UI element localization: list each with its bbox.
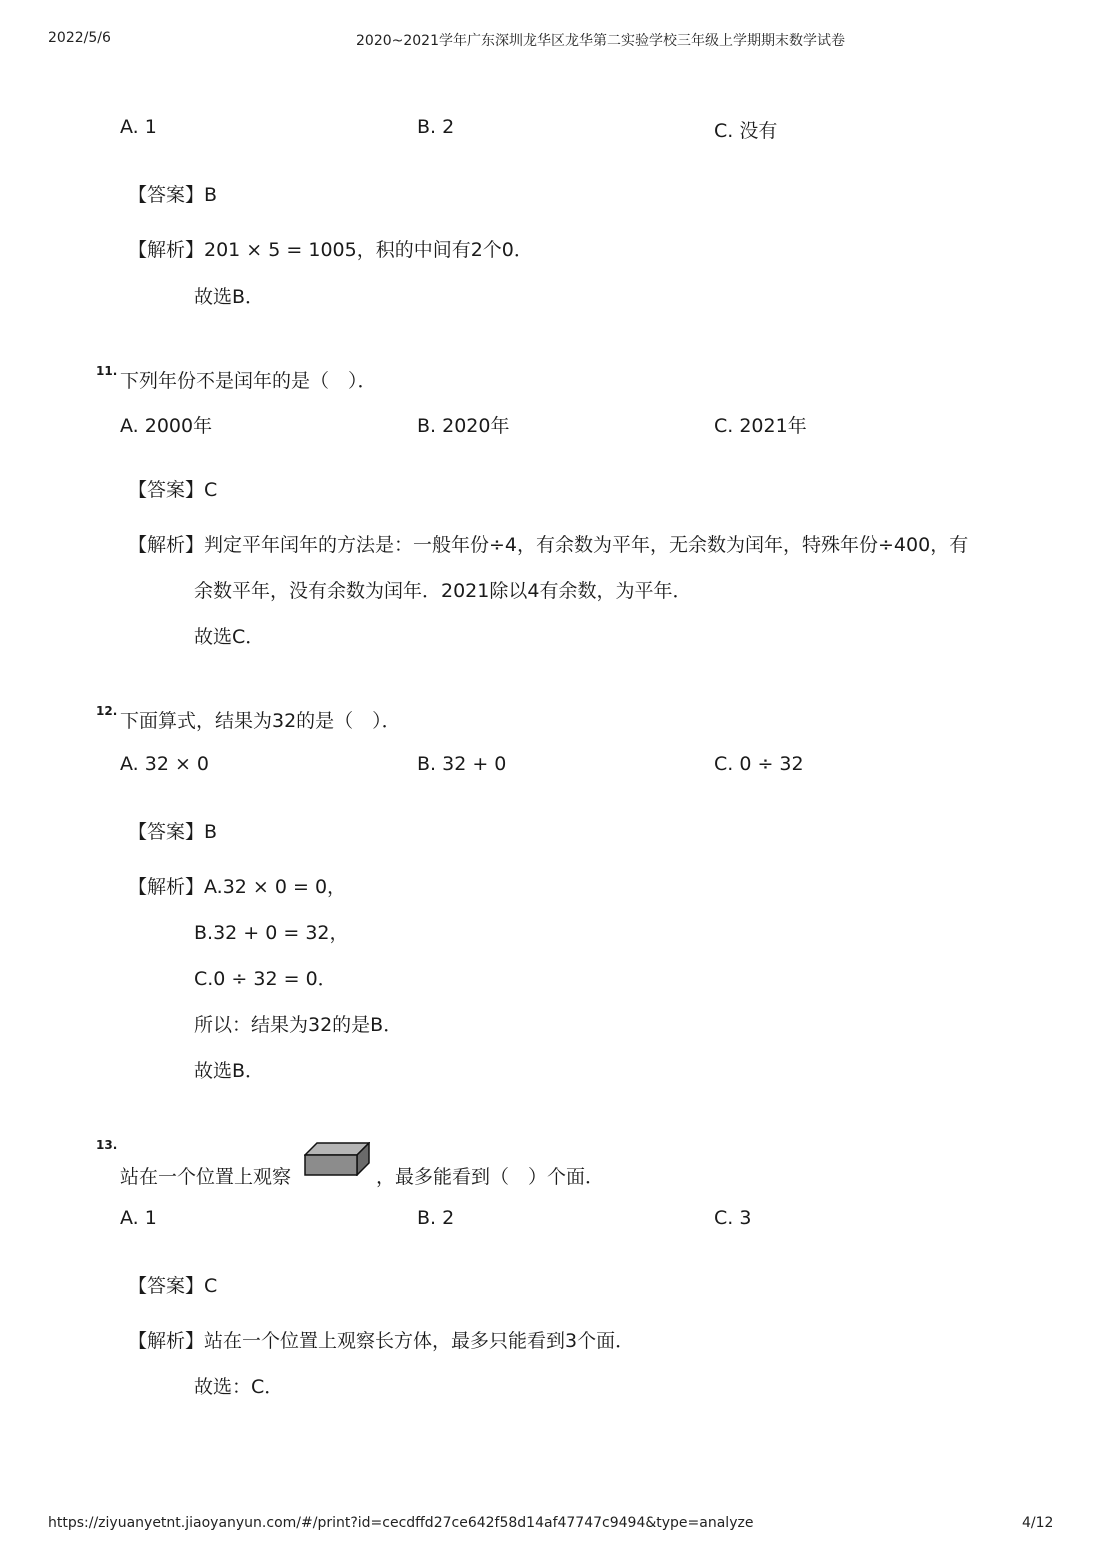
q12-analysis-line: 所以：结果为32的是B． xyxy=(194,1014,403,1036)
q12-analysis-line: 故选B． xyxy=(194,1060,265,1082)
q13-option-b: B. 2 xyxy=(417,1207,455,1229)
footer-url: https://ziyuanyetnt.jiaoyanyun.com/#/print?id=cecdffd27ce642f58d14af47747c9494&type=analyze xyxy=(48,1515,754,1531)
question-number: 13. xyxy=(96,1138,118,1152)
question-number: 11. xyxy=(96,364,118,378)
q10-analysis-line: 故选B． xyxy=(194,286,265,308)
q11-answer: 【答案】C xyxy=(128,479,218,501)
q11-option-c: C. 2021年 xyxy=(714,415,807,437)
q10-answer: 【答案】B xyxy=(128,184,218,206)
q13-option-a: A. 1 xyxy=(120,1207,157,1229)
page-number: 4/12 xyxy=(1022,1515,1054,1531)
cuboid-figure xyxy=(304,1142,370,1176)
q12-option-c: C. 0 ÷ 32 xyxy=(714,753,804,775)
q11-analysis-line: 故选C． xyxy=(194,626,265,648)
q13-stem-before: 站在一个位置上观察 xyxy=(120,1166,292,1188)
q13-analysis-line: 故选：C． xyxy=(194,1376,284,1398)
q10-option-c: C. 没有 xyxy=(714,120,778,142)
q11-stem: 下列年份不是闰年的是（ ）． xyxy=(120,370,377,392)
q11-option-b: B. 2020年 xyxy=(417,415,510,437)
q13-option-c: C. 3 xyxy=(714,1207,752,1229)
q12-stem: 下面算式，结果为32的是（ ）． xyxy=(120,710,401,732)
q11-analysis-line: 余数平年，没有余数为闰年．2021除以4有余数，为平年． xyxy=(194,580,692,602)
q11-option-a: A. 2000年 xyxy=(120,415,213,437)
q11-analysis-line: 【解析】判定平年闰年的方法是：一般年份÷4，有余数为平年，无余数为闰年，特殊年份÷400，有 xyxy=(128,534,969,556)
q13-stem-after: ，最多能看到（ ）个面． xyxy=(376,1166,605,1188)
q12-analysis-line: 【解析】A.32 × 0 = 0， xyxy=(128,876,347,898)
q13-analysis-line: 【解析】站在一个位置上观察长方体，最多只能看到3个面． xyxy=(128,1330,635,1352)
q12-analysis-line: B.32 + 0 = 32， xyxy=(194,922,349,944)
q12-option-a: A. 32 × 0 xyxy=(120,753,210,775)
q12-answer: 【答案】B xyxy=(128,821,218,843)
question-number: 12. xyxy=(96,704,118,718)
q10-option-b: B. 2 xyxy=(417,116,455,138)
q10-analysis-line: 【解析】201 × 5 = 1005，积的中间有2个0． xyxy=(128,239,533,261)
q12-analysis-line: C.0 ÷ 32 = 0． xyxy=(194,968,337,990)
print-date: 2022/5/6 xyxy=(48,30,111,46)
document-title: 2020~2021学年广东深圳龙华区龙华第二实验学校三年级上学期期末数学试卷 xyxy=(356,33,845,49)
q10-option-a: A. 1 xyxy=(120,116,157,138)
q13-answer: 【答案】C xyxy=(128,1275,218,1297)
q12-option-b: B. 32 + 0 xyxy=(417,753,507,775)
